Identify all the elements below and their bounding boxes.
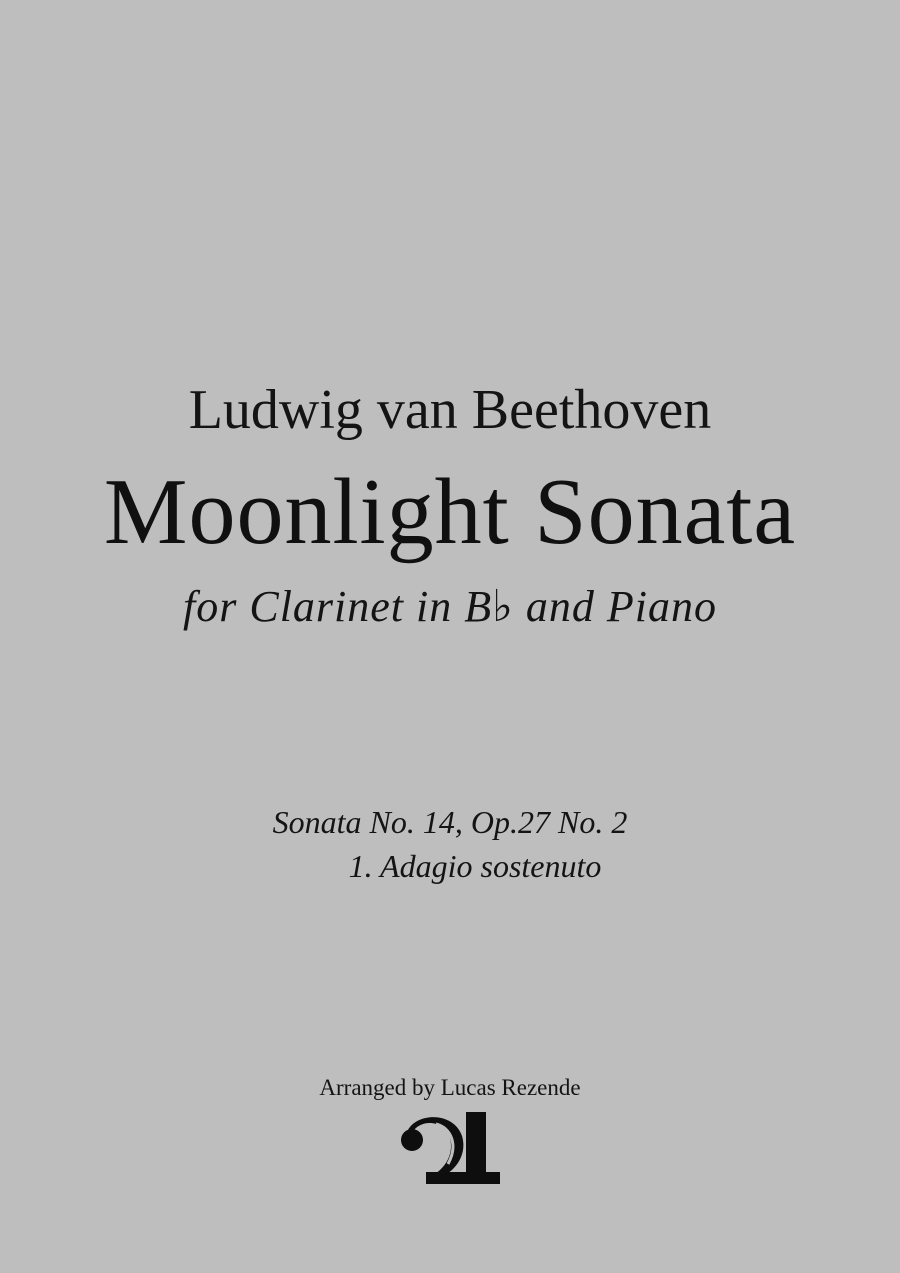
piece-title: Moonlight Sonata bbox=[103, 460, 797, 564]
work-number: Sonata No. 14, Op.27 No. 2 bbox=[272, 804, 628, 840]
instrumentation-subtitle: for Clarinet in B♭ and Piano bbox=[183, 582, 717, 631]
movement-title: 1. Adagio sostenuto bbox=[348, 848, 602, 884]
work-info bbox=[0, 800, 900, 888]
arranger-credit: Arranged by Lucas Rezende bbox=[319, 1075, 581, 1100]
bass-clef-monogram-icon bbox=[396, 1106, 502, 1186]
composer-name: Ludwig van Beethoven bbox=[188, 379, 712, 441]
